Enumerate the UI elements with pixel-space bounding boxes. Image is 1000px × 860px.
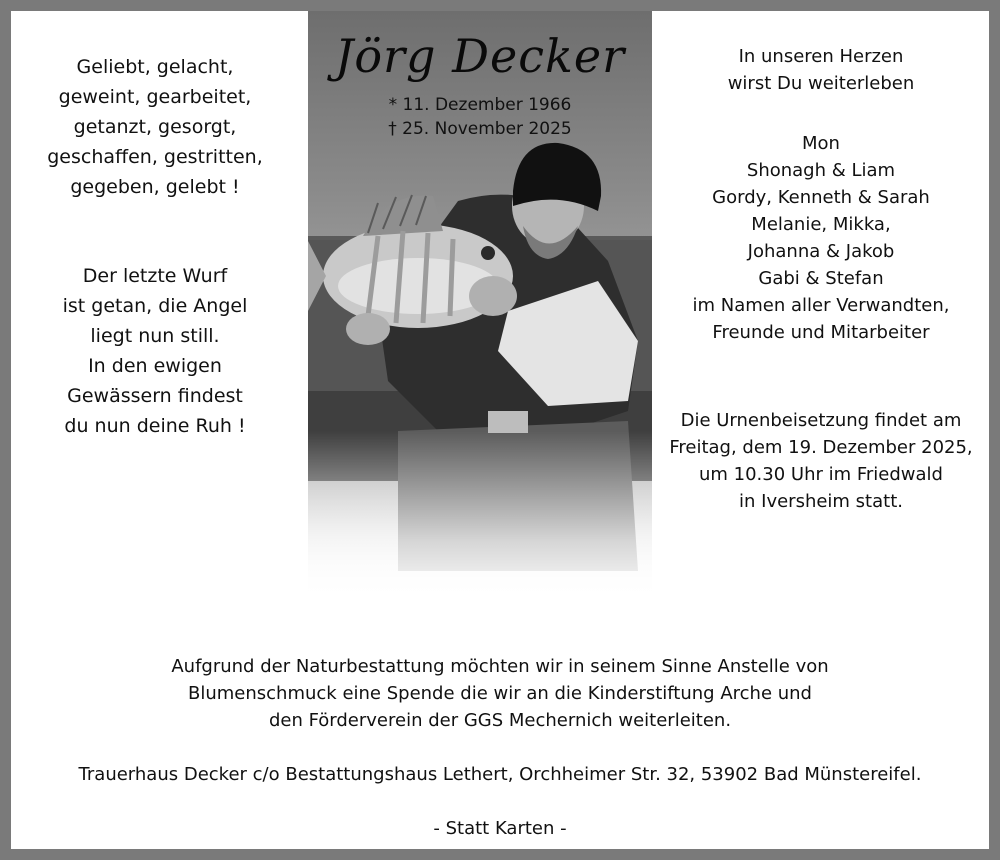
motto-line: wirst Du weiterleben (727, 73, 915, 94)
mourners-list (656, 130, 986, 346)
fisherman-photo (308, 11, 652, 601)
poem-fishing (25, 261, 285, 441)
poem-life (25, 52, 285, 202)
burial-info (656, 407, 986, 515)
poem-line: Geliebt, gelacht, (76, 56, 234, 78)
poem-line: In den ewigen (88, 355, 222, 377)
poem-line: du nun deine Ruh ! (64, 415, 246, 437)
motto-line: In unseren Herzen (738, 46, 904, 67)
poem-line: gegeben, gelebt ! (70, 176, 240, 198)
poem-line: ist getan, die Angel (62, 295, 248, 317)
mourning-address (11, 761, 989, 788)
burial-line: Die Urnenbeisetzung findet am (680, 410, 962, 431)
mourner-line: Mon (802, 133, 840, 154)
mourner-line: Gordy, Kenneth & Sarah (712, 187, 930, 208)
poem-line: geweint, gearbeitet, (58, 86, 252, 108)
mourner-line: Johanna & Jakob (747, 241, 895, 262)
poem-line: Der letzte Wurf (82, 265, 228, 287)
birth-date: * 11. Dezember 1966 (388, 95, 572, 115)
motto (656, 43, 986, 97)
poem-line: geschaffen, gestritten, (47, 146, 263, 168)
photo-fade (308, 431, 652, 601)
donation-note (11, 653, 989, 734)
burial-line: Freitag, dem 19. Dezember 2025, (669, 437, 973, 458)
donation-line: den Förderverein der GGS Mechernich weiterleiten. (268, 710, 732, 731)
mourner-line: im Namen aller Verwandten, (692, 295, 950, 316)
statt-karten (11, 815, 989, 842)
deceased-name: Jörg Decker (334, 29, 626, 83)
poem-line: Gewässern findest (67, 385, 243, 407)
mourner-line: Shonagh & Liam (746, 160, 896, 181)
death-date: † 25. November 2025 (388, 119, 572, 139)
address-line: Trauerhaus Decker c/o Bestattungshaus Lethert, Orchheimer Str. 32, 53902 Bad Münstereifel. (78, 764, 922, 785)
mourner-line: Gabi & Stefan (758, 268, 884, 289)
donation-line: Aufgrund der Naturbestattung möchten wir in seinem Sinne Anstelle von (171, 656, 829, 677)
mourner-line: Freunde und Mitarbeiter (712, 322, 930, 343)
poem-line: liegt nun still. (90, 325, 220, 347)
burial-line: um 10.30 Uhr im Friedwald (698, 464, 943, 485)
donation-line: Blumenschmuck eine Spende die wir an die Kinderstiftung Arche und (188, 683, 812, 704)
burial-line: in Iversheim statt. (739, 491, 903, 512)
mourner-line: Melanie, Mikka, (751, 214, 891, 235)
footer-line: - Statt Karten - (433, 818, 567, 839)
poem-line: getanzt, gesorgt, (73, 116, 237, 138)
